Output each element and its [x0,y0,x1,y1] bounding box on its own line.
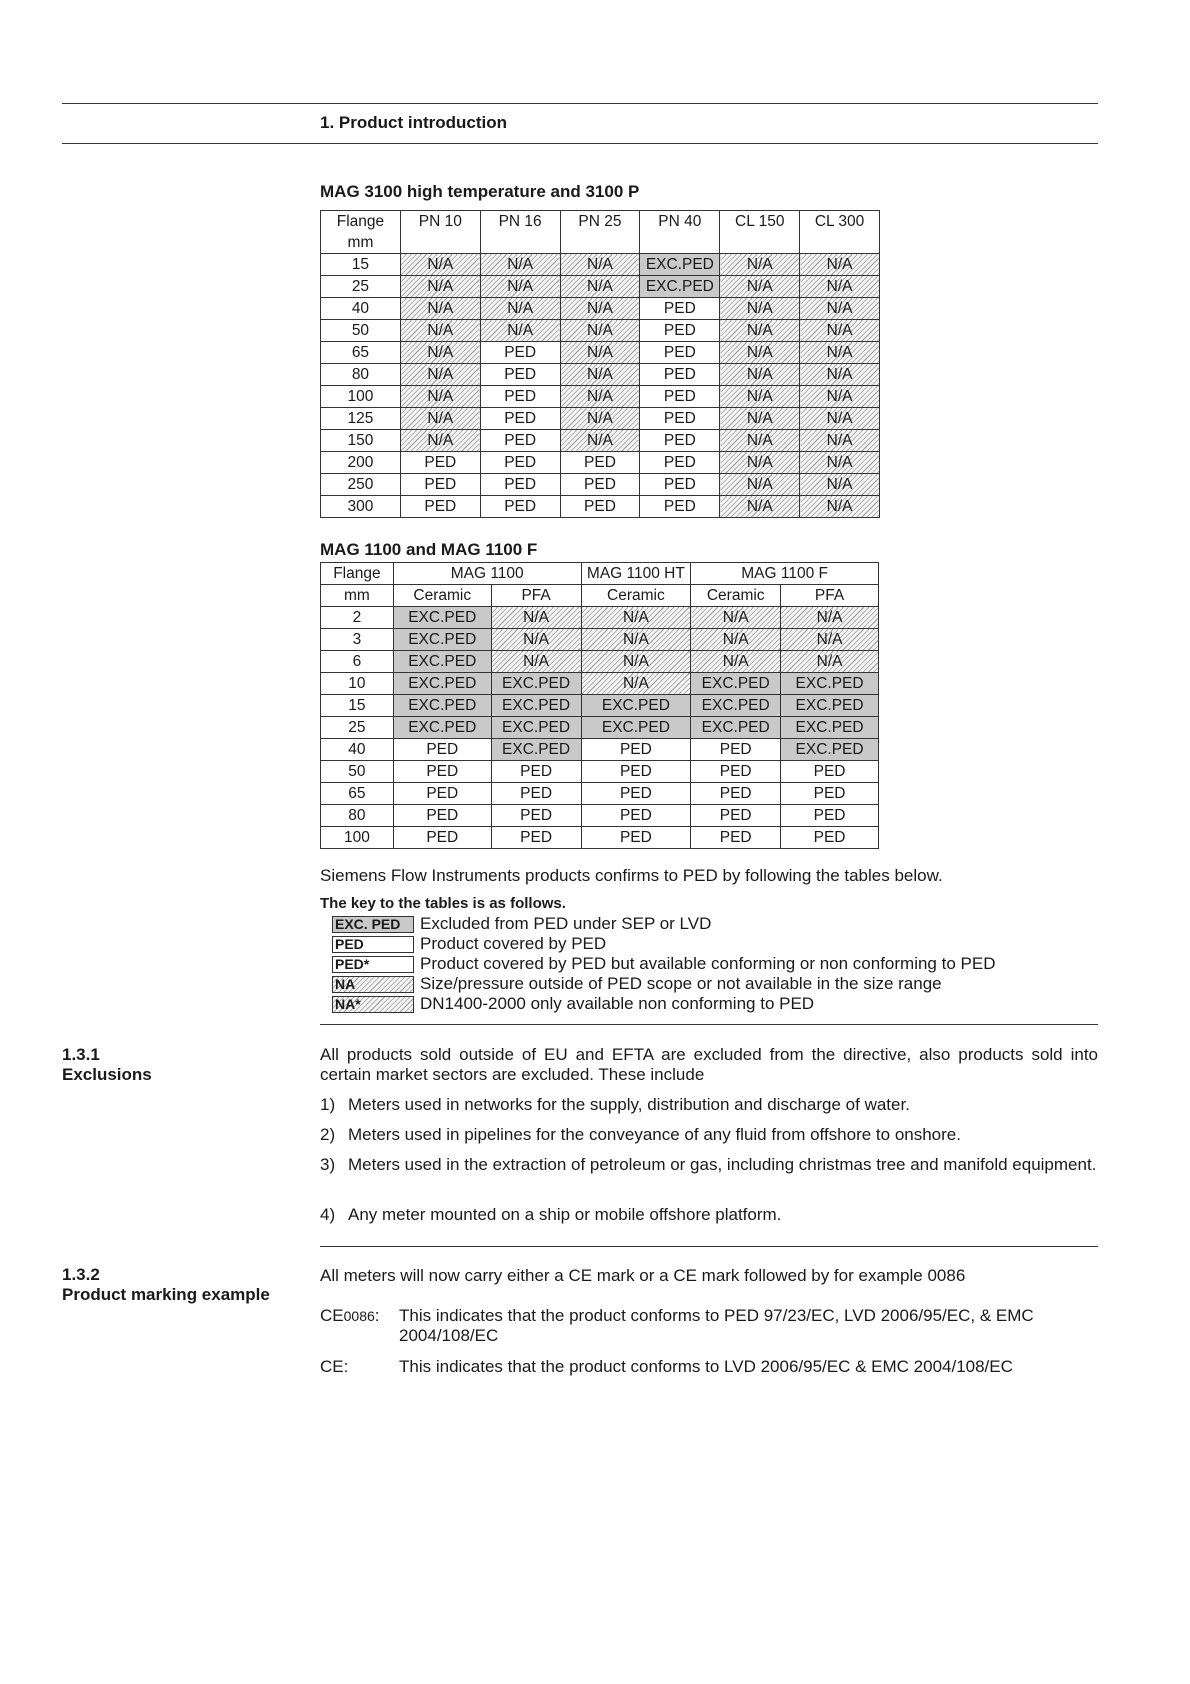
table2-flange-cell: 3 [321,629,394,651]
table2-row [321,739,879,761]
table2-header-flange: Flange [321,563,394,585]
table1-cell: N/A [480,320,560,342]
table2-cell: EXC.PED [393,651,491,673]
table2-header-mag1100: MAG 1100 [393,563,581,585]
table1-cell: PED [640,474,720,496]
table1-header-line: CL 300 [814,213,865,230]
table2-flange-cell: 50 [321,761,394,783]
table1-header-line: Flange [336,213,385,230]
table1-cell: N/A [800,474,880,496]
table2-cell: PED [581,827,691,849]
table1-row [321,430,880,452]
table2-cell: EXC.PED [691,717,781,739]
table1-flange-cell: 125 [321,408,401,430]
table1-cell: PED [560,496,640,518]
table1-header-line: CL 150 [735,213,785,230]
table2-cell: PED [691,761,781,783]
table1-title: MAG 3100 high temperature and 3100 P [320,182,640,201]
key-item [332,974,942,994]
table2-cell: PED [491,827,581,849]
table1-cell: N/A [400,342,480,364]
table1-cell: N/A [560,320,640,342]
exclusion-item [320,1155,1098,1175]
table1-cell: N/A [720,364,800,386]
exclusion-text: Any meter mounted on a ship or mobile offshore platform. [348,1205,782,1224]
table1-header-line: PN 40 [658,213,702,230]
table1-row [321,496,880,518]
table1-cell: N/A [800,386,880,408]
table1-cell: PED [480,386,560,408]
table2-subheader: Ceramic [691,585,781,607]
table1-cell: N/A [800,342,880,364]
table1-header-cell [400,211,480,254]
table2-sub-header-row [321,585,879,607]
table1-cell: N/A [720,496,800,518]
key-bottom-rule [320,1024,1098,1025]
table1-flange-cell: 25 [321,276,401,298]
table1-cell: PED [560,474,640,496]
table2-cell: PED [781,827,879,849]
table2-row [321,695,879,717]
table2-cell: PED [393,805,491,827]
table2-cell: EXC.PED [393,717,491,739]
table1-cell: N/A [560,430,640,452]
table1-flange-cell: 200 [321,452,401,474]
table1-row [321,276,880,298]
table2-row [321,827,879,849]
table1-cell: PED [640,452,720,474]
table2-row [321,783,879,805]
table2-subheader: PFA [781,585,879,607]
table1-row [321,254,880,276]
table1-cell: N/A [400,408,480,430]
table1-cell: N/A [720,386,800,408]
table1-header-row [321,211,880,254]
table2-flange-cell: 15 [321,695,394,717]
exclusions-intro: All products sold outside of EU and EFTA are excluded from the directive, also products sold into certain market sectors are excluded. These include [320,1045,1098,1084]
table2-flange-cell: 40 [321,739,394,761]
table2-cell: PED [581,739,691,761]
table2-cell: EXC.PED [691,673,781,695]
table2-cell: N/A [581,629,691,651]
table1-cell: N/A [720,452,800,474]
marking-row [320,1357,1098,1377]
table-mag3100 [320,210,880,518]
table2-cell: PED [691,739,781,761]
key-description: Product covered by PED [420,934,607,953]
table1-cell: N/A [400,320,480,342]
table1-header-cell [321,211,401,254]
table2-title: MAG 1100 and MAG 1100 F [320,540,538,559]
table2-cell: EXC.PED [581,717,691,739]
key-description: Excluded from PED under SEP or LVD [420,914,712,933]
exclusion-number: 4) [320,1205,336,1224]
table2-cell: PED [393,739,491,761]
table1-cell: N/A [800,254,880,276]
table2-row [321,607,879,629]
table1-flange-cell: 80 [321,364,401,386]
exclusion-item [320,1095,1098,1115]
table1-cell: N/A [800,408,880,430]
table2-cell: PED [691,827,781,849]
table1-cell: N/A [480,276,560,298]
header-bottom-rule [62,143,1098,144]
marking-row [320,1306,1098,1346]
table1-cell: N/A [720,474,800,496]
table2-flange-cell: 25 [321,717,394,739]
table2-cell: EXC.PED [491,739,581,761]
table2-flange-cell: 65 [321,783,394,805]
table-mag1100 [320,562,879,849]
table1-flange-cell: 100 [321,386,401,408]
exclusion-number: 2) [320,1125,336,1144]
table1-header-cell [640,211,720,254]
marking-title: Product marking example [62,1285,270,1304]
table1-cell: N/A [800,298,880,320]
table1-cell: PED [400,496,480,518]
table2-flange-cell: 100 [321,827,394,849]
table1-cell: N/A [400,276,480,298]
table1-cell: N/A [400,386,480,408]
table1-cell: N/A [800,496,880,518]
marking-label-main: CE [320,1306,344,1325]
table1-cell: PED [480,452,560,474]
table2-flange-cell: 10 [321,673,394,695]
table2-cell: N/A [781,629,879,651]
table1-flange-cell: 40 [321,298,401,320]
table1-cell: N/A [720,254,800,276]
marking-label [320,1357,399,1377]
table1-cell: PED [640,430,720,452]
table1-cell: N/A [800,364,880,386]
table2-cell: N/A [781,607,879,629]
table1-cell: N/A [720,320,800,342]
table1-cell: PED [400,474,480,496]
table2-cell: N/A [491,629,581,651]
table1-cell: N/A [720,408,800,430]
table2-cell: PED [393,827,491,849]
marking-label [320,1306,399,1346]
key-title: The key to the tables is as follows. [320,895,566,912]
key-item [332,934,606,954]
table2-row [321,629,879,651]
table2-cell: N/A [781,651,879,673]
table1-cell: N/A [480,298,560,320]
table2-header-mag1100ht: MAG 1100 HT [581,563,691,585]
table1-cell: PED [640,386,720,408]
table1-cell: PED [640,320,720,342]
table2-cell: EXC.PED [491,717,581,739]
table1-cell: PED [480,474,560,496]
ped-intro-line: Siemens Flow Instruments products confirms to PED by following the tables below. [320,866,943,885]
marking-text: This indicates that the product conforms to LVD 2006/95/EC & EMC 2004/108/EC [399,1357,1013,1376]
table2-row [321,805,879,827]
exclusions-bottom-rule [320,1246,1098,1247]
exclusions-title: Exclusions [62,1065,152,1084]
table1-row [321,364,880,386]
exclusion-text: Meters used in the extraction of petroleum or gas, including christmas tree and manifold equipment. [348,1155,1097,1174]
table1-header-cell [720,211,800,254]
table1-cell: PED [480,408,560,430]
table1-header-cell [560,211,640,254]
key-description: Size/pressure outside of PED scope or not available in the size range [420,974,942,993]
table1-cell: N/A [560,342,640,364]
table2-cell: PED [781,783,879,805]
table2-cell: N/A [491,607,581,629]
table1-header-cell [800,211,880,254]
table2-subheader: mm [321,585,394,607]
exclusion-number: 1) [320,1095,336,1114]
section-title: 1. Product introduction [320,113,507,132]
table1-row [321,298,880,320]
table1-flange-cell: 250 [321,474,401,496]
table2-cell: PED [691,805,781,827]
table1-cell: N/A [560,364,640,386]
key-code-box: PED* [332,956,414,973]
table1-cell: N/A [560,276,640,298]
table1-flange-cell: 150 [321,430,401,452]
key-code-box: NA* [332,996,414,1013]
table1-cell: PED [400,452,480,474]
table2-subheader: Ceramic [393,585,491,607]
table2-cell: N/A [581,607,691,629]
key-code-box: NA [332,976,414,993]
exclusion-number: 3) [320,1155,336,1174]
key-description: Product covered by PED but available conforming or non conforming to PED [420,954,996,973]
exclusion-text: Meters used in pipelines for the conveyance of any fluid from offshore to onshore. [348,1125,961,1144]
table1-cell: PED [480,496,560,518]
table2-cell: N/A [691,651,781,673]
table1-row [321,342,880,364]
table1-cell: N/A [720,276,800,298]
table2-cell: EXC.PED [691,695,781,717]
table2-cell: PED [393,761,491,783]
table1-cell: EXC.PED [640,254,720,276]
table1-cell: N/A [400,298,480,320]
table1-cell: N/A [800,452,880,474]
exclusions-number: 1.3.1 [62,1045,100,1064]
marking-intro: All meters will now carry either a CE mark or a CE mark followed by for example 0086 [320,1266,966,1285]
table2-cell: N/A [691,607,781,629]
table2-flange-cell: 80 [321,805,394,827]
table1-cell: N/A [720,298,800,320]
table2-cell: PED [581,805,691,827]
table1-cell: PED [480,364,560,386]
table2-cell: EXC.PED [393,673,491,695]
table2-row [321,717,879,739]
table1-header-cell [480,211,560,254]
table2-cell: EXC.PED [781,739,879,761]
header-top-rule [62,103,1098,104]
table2-cell: EXC.PED [393,695,491,717]
table1-flange-cell: 15 [321,254,401,276]
table1-cell: PED [640,342,720,364]
table1-cell: PED [640,298,720,320]
table1-cell: N/A [480,254,560,276]
marking-text: This indicates that the product conforms to PED 97/23/EC, LVD 2006/95/EC, & EMC 2004/108/EC [399,1306,1034,1345]
key-code-box: PED [332,936,414,953]
table1-header-line: PN 16 [498,213,542,230]
table2-flange-cell: 6 [321,651,394,673]
table1-header-line: PN 10 [418,213,462,230]
table2-subheader: PFA [491,585,581,607]
exclusions-heading [62,1045,152,1085]
table1-cell: N/A [800,430,880,452]
table1-row [321,474,880,496]
table2-cell: EXC.PED [393,629,491,651]
table1-flange-cell: 50 [321,320,401,342]
table1-cell: N/A [400,430,480,452]
marking-label-suffix: : [374,1306,380,1325]
key-item [332,994,814,1014]
table2-flange-cell: 2 [321,607,394,629]
table2-cell: N/A [691,629,781,651]
key-item [332,914,711,934]
table1-cell: EXC.PED [640,276,720,298]
table2-cell: PED [491,805,581,827]
table2-cell: PED [491,783,581,805]
table1-cell: N/A [560,298,640,320]
table2-cell: EXC.PED [491,673,581,695]
table2-cell: EXC.PED [781,673,879,695]
table2-cell: N/A [581,651,691,673]
table1-cell: N/A [560,386,640,408]
table1-cell: N/A [400,254,480,276]
table2-row [321,761,879,783]
table1-cell: PED [640,408,720,430]
key-code-box: EXC. PED [332,916,414,933]
key-item [332,954,995,974]
table2-subheader: Ceramic [581,585,691,607]
table2-group-header-row [321,563,879,585]
table2-cell: PED [491,761,581,783]
table2-cell: PED [581,783,691,805]
table1-cell: N/A [720,342,800,364]
table2-cell: N/A [581,673,691,695]
table1-row [321,452,880,474]
exclusion-text: Meters used in networks for the supply, distribution and discharge of water. [348,1095,910,1114]
table2-cell: PED [581,761,691,783]
table1-header-line: PN 25 [578,213,622,230]
exclusion-item [320,1205,1098,1225]
table1-flange-cell: 300 [321,496,401,518]
table1-cell: N/A [400,364,480,386]
table1-row [321,408,880,430]
table1-cell: N/A [800,320,880,342]
exclusion-item [320,1125,1098,1145]
marking-label-main: CE: [320,1357,349,1376]
table2-cell: EXC.PED [781,695,879,717]
table1-cell: N/A [720,430,800,452]
table1-cell: PED [640,496,720,518]
table2-cell: PED [691,783,781,805]
table1-row [321,386,880,408]
table2-cell: PED [781,805,879,827]
table2-row [321,651,879,673]
table2-cell: PED [781,761,879,783]
table2-cell: PED [393,783,491,805]
table2-row [321,673,879,695]
table1-cell: N/A [560,408,640,430]
table2-cell: EXC.PED [491,695,581,717]
marking-number: 1.3.2 [62,1265,100,1284]
key-description: DN1400-2000 only available non conforming to PED [420,994,815,1013]
marking-heading [62,1265,270,1305]
table1-header-line: mm [347,234,374,251]
table1-row [321,320,880,342]
table2-cell: EXC.PED [581,695,691,717]
table1-flange-cell: 65 [321,342,401,364]
table1-cell: N/A [800,276,880,298]
marking-label-number: 0086 [343,1308,375,1324]
table2-header-mag1100f: MAG 1100 F [691,563,879,585]
table1-cell: PED [480,342,560,364]
table2-cell: N/A [491,651,581,673]
table2-cell: EXC.PED [781,717,879,739]
table2-cell: EXC.PED [393,607,491,629]
table1-cell: N/A [560,254,640,276]
table1-cell: PED [480,430,560,452]
table1-cell: PED [560,452,640,474]
table1-cell: PED [640,364,720,386]
